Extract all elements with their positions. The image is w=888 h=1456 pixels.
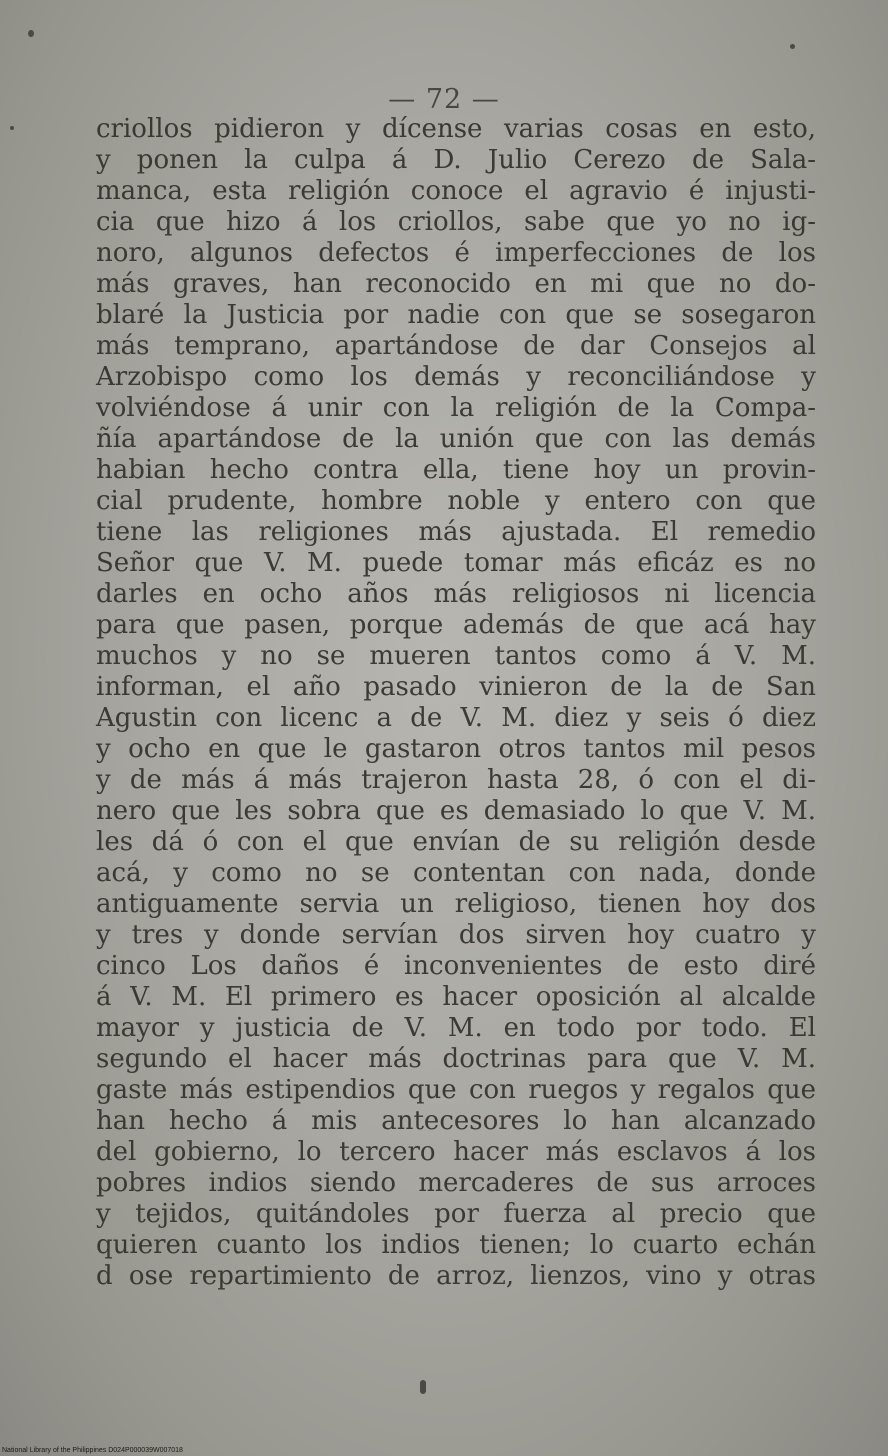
text-line: cinco Los daños é inconvenientes de esto diré <box>96 951 816 981</box>
text-line: les dá ó con el que envían de su religión desde <box>96 827 816 857</box>
text-line: para que pasen, porque además de que acá hay <box>96 610 816 640</box>
text-line: antiguamente servia un religioso, tienen hoy dos <box>96 889 816 919</box>
text-line: cia que hizo á los criollos, sabe que yo no ig- <box>96 207 816 237</box>
text-line: cial prudente, hombre noble y entero con que <box>96 486 816 516</box>
text-line: más graves, han reconocido en mi que no do- <box>96 269 816 299</box>
text-line: del gobierno, lo tercero hacer más esclavos á los <box>96 1137 816 1167</box>
text-line: blaré la Justicia por nadie con que se sosegaron <box>96 300 816 330</box>
text-line: criollos pidieron y dícense varias cosas en esto, <box>96 114 816 144</box>
text-line: manca, esta religión conoce el agravio é injusti- <box>96 176 816 206</box>
text-line: habian hecho contra ella, tiene hoy un provin- <box>96 455 816 485</box>
text-line: más temprano, apartándose de dar Consejos al <box>96 331 816 361</box>
text-line: y de más á más trajeron hasta 28, ó con el di- <box>96 765 816 795</box>
text-line: Arzobispo como los demás y reconciliándose y <box>96 362 816 392</box>
text-line: y tejidos, quitándoles por fuerza al precio que <box>96 1199 816 1229</box>
text-line: mayor y justicia de V. M. en todo por todo. El <box>96 1013 816 1043</box>
ink-speck <box>420 1380 426 1394</box>
text-line: acá, y como no se contentan con nada, donde <box>96 858 816 888</box>
text-line: y ponen la culpa á D. Julio Cerezo de Sala- <box>96 145 816 175</box>
text-line: gaste más estipendios que con ruegos y regalos que <box>96 1075 816 1105</box>
library-footer: National Library of the Philippines D024P000039W007018 <box>2 1447 183 1454</box>
text-line: informan, el año pasado vinieron de la de San <box>96 672 816 702</box>
text-line: han hecho á mis antecesores lo han alcanzado <box>96 1106 816 1136</box>
page-number: — 72 — <box>388 84 500 115</box>
text-line: y tres y donde servían dos sirven hoy cuatro y <box>96 920 816 950</box>
text-line: darles en ocho años más religiosos ni licencia <box>96 579 816 609</box>
text-line: y ocho en que le gastaron otros tantos mil pesos <box>96 734 816 764</box>
text-line: tiene las religiones más ajustada. El remedio <box>96 517 816 547</box>
text-line: d ose repartimiento de arroz, lienzos, vino y otras <box>96 1261 816 1291</box>
text-line: volviéndose á unir con la religión de la Compa- <box>96 393 816 423</box>
text-line: muchos y no se mueren tantos como á V. M. <box>96 641 816 671</box>
text-line: Señor que V. M. puede tomar más eficáz es no <box>96 548 816 578</box>
text-line: nero que les sobra que es demasiado lo que V. M. <box>96 796 816 826</box>
text-line: segundo el hacer más doctrinas para que V. M. <box>96 1044 816 1074</box>
ink-speck <box>10 126 14 130</box>
text-line: noro, algunos defectos é imperfecciones de los <box>96 238 816 268</box>
ink-speck <box>28 30 34 37</box>
body-text <box>96 114 816 1292</box>
text-line: pobres indios siendo mercaderes de sus arroces <box>96 1168 816 1198</box>
text-line: Agustin con licenc a de V. M. diez y seis ó diez <box>96 703 816 733</box>
text-line: ñía apartándose de la unión que con las demás <box>96 424 816 454</box>
text-line: á V. M. El primero es hacer oposición al alcalde <box>96 982 816 1012</box>
text-line: quieren cuanto los indios tienen; lo cuarto echán <box>96 1230 816 1260</box>
ink-speck <box>790 44 795 49</box>
